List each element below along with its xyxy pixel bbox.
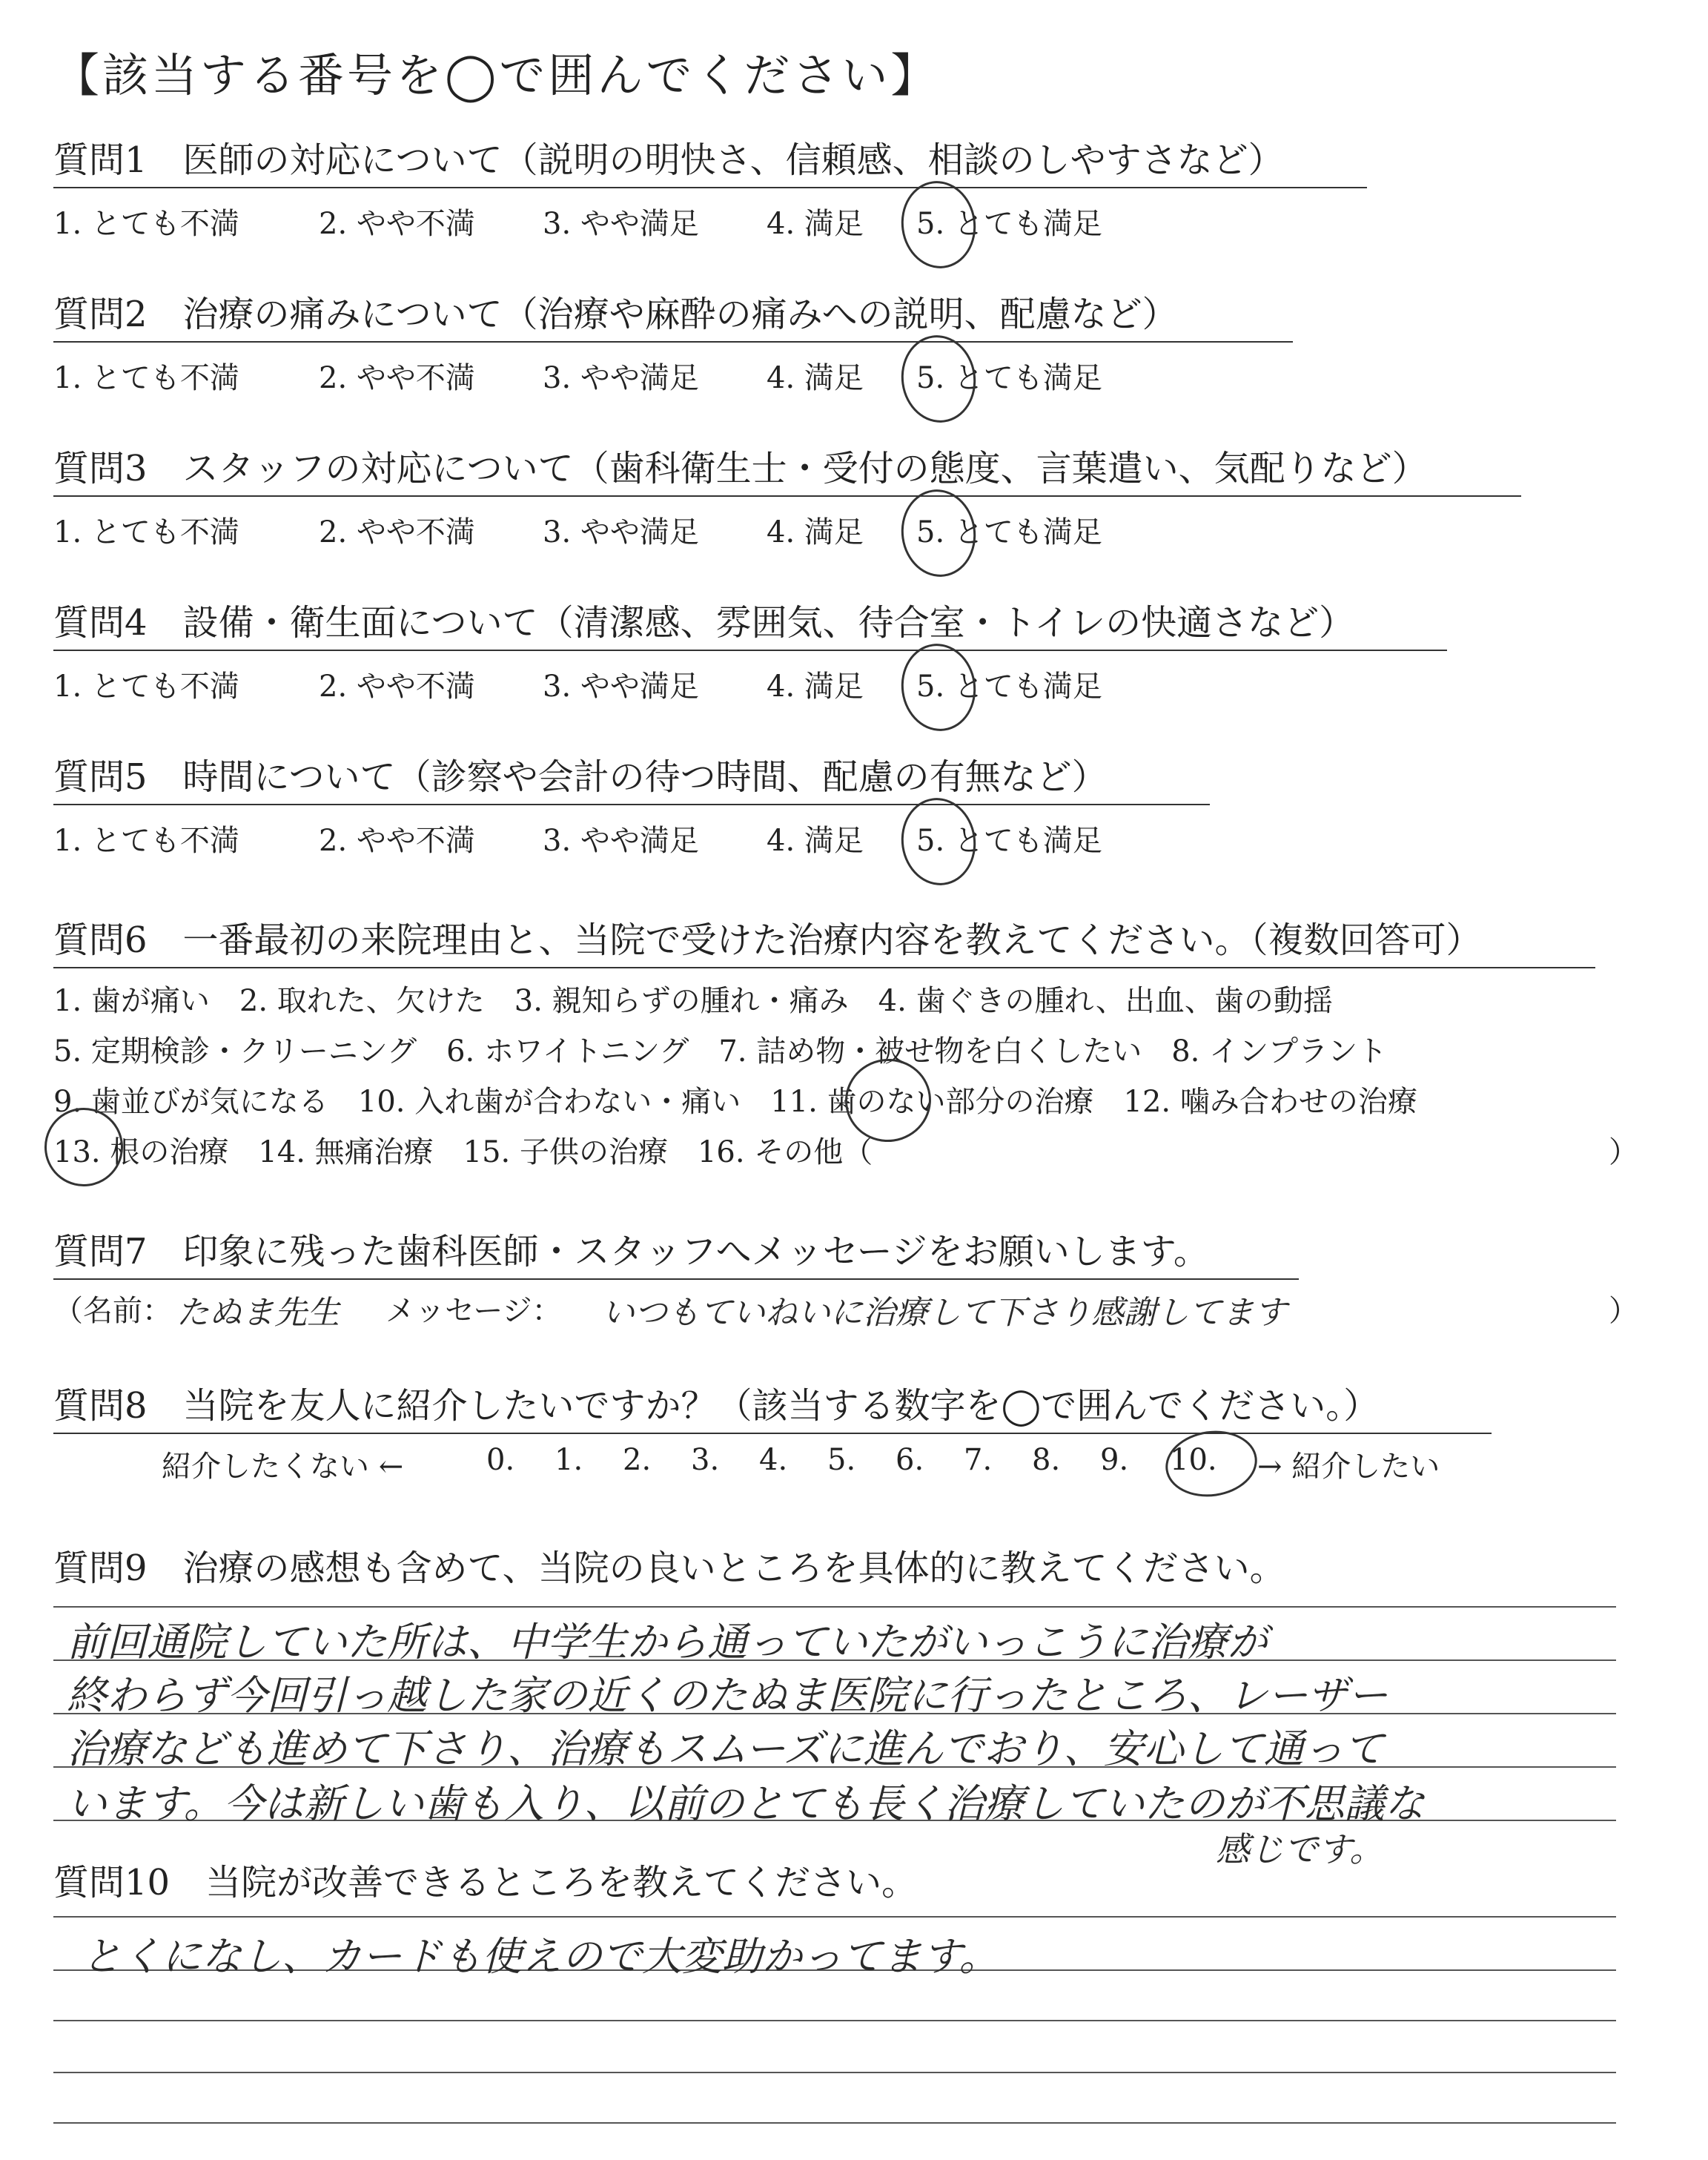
question8-left-label: 紹介したくない ← [162, 1450, 404, 1484]
question1-option-4[interactable]: 4. 満足 [767, 207, 864, 241]
question6-line-1: 1. 歯が痛い 2. 取れた、欠けた 3. 親知らずの腫れ・痛み 4. 歯ぐきの腫れ、出血、歯の動揺 [53, 984, 1333, 1018]
question5-title: 質問5 時間について（診察や会計の待つ時間、配慮の有無など） [53, 755, 1210, 805]
question1-option-2[interactable]: 2. やや不満 [319, 207, 475, 241]
question4-option-3[interactable]: 3. やや満足 [543, 670, 699, 704]
question2-option-4[interactable]: 4. 満足 [767, 361, 864, 395]
question2-title: 質問2 治療の痛みについて（治療や麻酔の痛みへの説明、配慮など） [53, 292, 1293, 343]
question6-line-4: 13. 根の治療 14. 無痛治療 15. 子供の治療 16. その他（ [53, 1135, 873, 1169]
question7-message-value: いつもていねいに治療して下さり感謝してます [602, 1294, 1287, 1332]
question4-title: 質問4 設備・衛生面について（清潔感、雰囲気、待合室・トイレの快適さなど） [53, 601, 1447, 651]
question9-answer-line-2: 終わらず今回引っ越した家の近くのたぬま医院に行ったところ、レーザー [67, 1672, 1388, 1719]
question8-option-4[interactable]: 4. [759, 1443, 788, 1477]
question8-option-1[interactable]: 1. [555, 1443, 583, 1477]
question4-option-2[interactable]: 2. やや不満 [319, 670, 475, 704]
question3-option-2[interactable]: 2. やや不満 [319, 515, 475, 549]
question8-option-10[interactable]: 10. [1170, 1443, 1217, 1477]
question7-title: 質問7 印象に残った歯科医師・スタッフへメッセージをお願いします。 [53, 1229, 1299, 1280]
question9-answer-line-4: います。今は新しい歯も入り、以前のとても長く治療していたのが不思議な [67, 1780, 1425, 1827]
question6-line-2: 5. 定期検診・クリーニング 6. ホワイトニング 7. 詰め物・被せ物を白くしたい 8. インプラント [53, 1034, 1388, 1069]
question4-option-5[interactable]: 5. とても満足 [916, 670, 1102, 704]
question7-close-paren: ） [1609, 1294, 1638, 1328]
answer-rule [53, 2072, 1616, 2073]
question1-title: 質問1 医師の対応について（説明の明快さ、信頼感、相談のしやすさなど） [53, 138, 1367, 188]
question5-option-1[interactable]: 1. とても不満 [53, 824, 239, 858]
question1-option-1[interactable]: 1. とても不満 [53, 207, 239, 241]
question5-option-4[interactable]: 4. 満足 [767, 824, 864, 858]
answer-circle-question3 [896, 485, 981, 582]
question8-option-2[interactable]: 2. [623, 1443, 652, 1477]
question7-message-label: メッセージ： [385, 1294, 562, 1328]
question8-option-5[interactable]: 5. [827, 1443, 856, 1477]
question2-option-3[interactable]: 3. やや満足 [543, 361, 699, 395]
question8-option-0[interactable]: 0. [486, 1443, 515, 1477]
page-header: 【該当する番号を◯で囲んでください】 [53, 48, 940, 102]
question6-close-paren: ） [1609, 1135, 1638, 1169]
question6-title: 質問6 一番最初の来院理由と、当院で受けた治療内容を教えてください。（複数回答可） [53, 918, 1595, 968]
question1-option-3[interactable]: 3. やや満足 [543, 207, 699, 241]
question2-option-2[interactable]: 2. やや不満 [319, 361, 475, 395]
answer-circle-question4 [896, 639, 981, 736]
question5-option-2[interactable]: 2. やや不満 [319, 824, 475, 858]
question9-answer-line-3: 治療なども進めて下さり、治療もスムーズに進んでおり、安心して通って [67, 1725, 1384, 1772]
question3-option-4[interactable]: 4. 満足 [767, 515, 864, 549]
question6-line-3: 9. 歯並びが気になる 10. 入れ歯が合わない・痛い 11. 歯のない部分の治療 12. 噛み合わせの治療 [53, 1085, 1417, 1119]
question5-option-5[interactable]: 5. とても満足 [916, 824, 1102, 858]
question9-title: 質問9 治療の感想も含めて、当院の良いところを具体的に教えてください。 [53, 1548, 1285, 1589]
answer-rule [53, 2020, 1616, 2021]
question2-option-1[interactable]: 1. とても不満 [53, 361, 239, 395]
question3-option-5[interactable]: 5. とても満足 [916, 515, 1102, 549]
question2-option-5[interactable]: 5. とても満足 [916, 361, 1102, 395]
answer-circle-question2 [896, 331, 981, 428]
question8-option-3[interactable]: 3. [691, 1443, 720, 1477]
answer-circle-10 [1161, 1425, 1261, 1502]
question8-option-9[interactable]: 9. [1100, 1443, 1129, 1477]
question3-option-3[interactable]: 3. やや満足 [543, 515, 699, 549]
question7-name-label: （名前： [53, 1294, 172, 1328]
answer-circle-question5 [896, 793, 981, 891]
answer-rule [53, 2122, 1616, 2124]
question9-answer-line-1: 前回通院していた所は、中学生から通っていたがいっこうに治療が [67, 1619, 1268, 1665]
question1-option-5[interactable]: 5. とても満足 [916, 207, 1102, 241]
answer-circle-question1 [896, 176, 981, 274]
question3-option-1[interactable]: 1. とても不満 [53, 515, 239, 549]
question8-title: 質問8 当院を友人に紹介したいですか？（該当する数字を◯で囲んでください。） [53, 1384, 1492, 1434]
answer-rule [53, 1916, 1616, 1918]
question5-option-3[interactable]: 3. やや満足 [543, 824, 699, 858]
question4-option-1[interactable]: 1. とても不満 [53, 670, 239, 704]
question4-option-4[interactable]: 4. 満足 [767, 670, 864, 704]
question8-right-label: → 紹介したい [1257, 1450, 1440, 1484]
question3-title: 質問3 スタッフの対応について（歯科衛生士・受付の態度、言葉遣い、気配りなど） [53, 446, 1521, 497]
question8-option-6[interactable]: 6. [896, 1443, 924, 1477]
question10-answer: とくになし、カードも使えので大変助かってます。 [82, 1933, 999, 1980]
answer-rule [53, 1606, 1616, 1608]
question10-title: 質問10 当院が改善できるところを教えてください。 [53, 1862, 918, 1903]
question9-answer-line-5: 感じです。 [1216, 1829, 1384, 1869]
question8-option-8[interactable]: 8. [1032, 1443, 1061, 1477]
question8-option-7[interactable]: 7. [964, 1443, 993, 1477]
question7-name-value: たぬま先生 [176, 1294, 340, 1332]
